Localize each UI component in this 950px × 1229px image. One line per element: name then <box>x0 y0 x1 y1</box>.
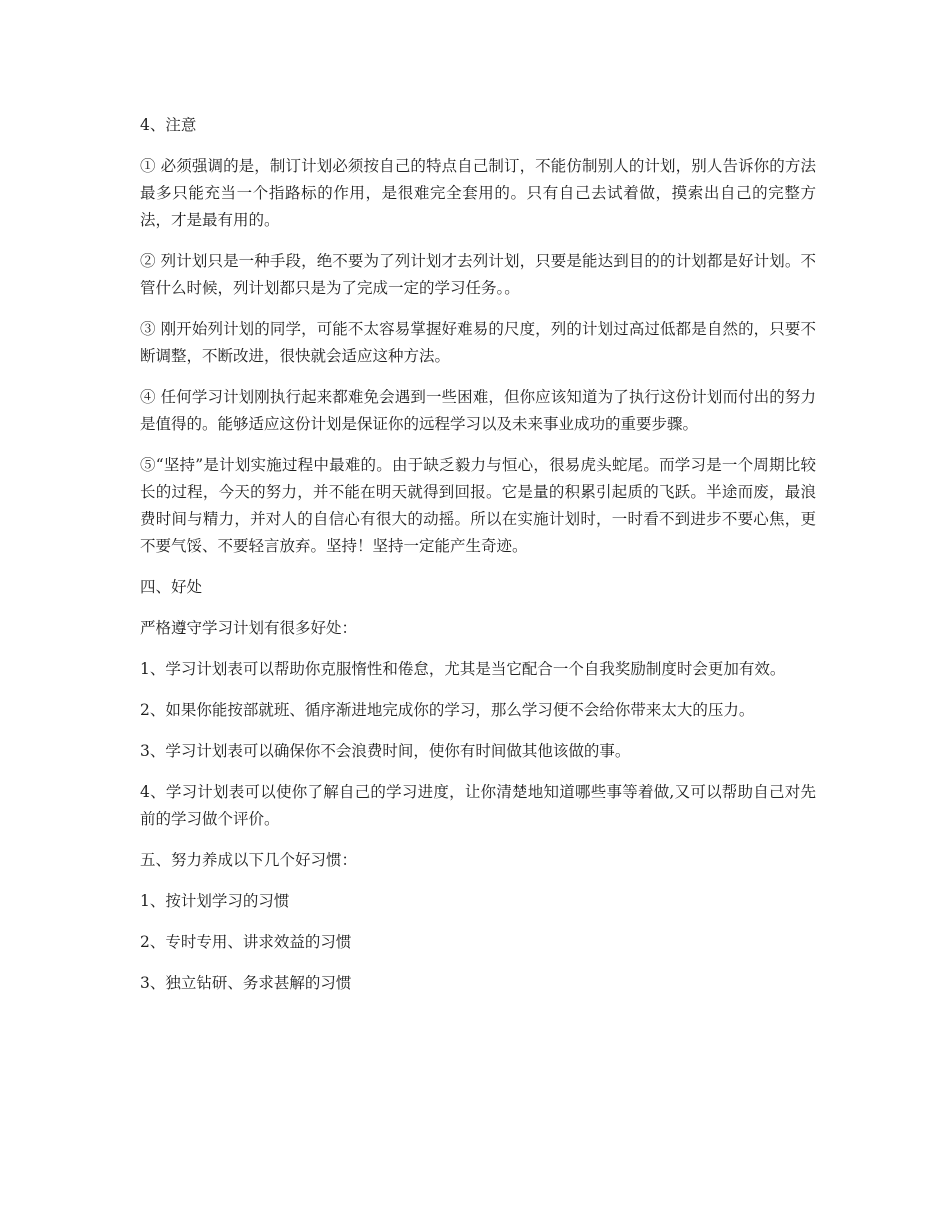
habit-item-2: 2、专时专用、讲求效益的习惯 <box>140 933 352 951</box>
note-paragraph-4: ④ 任何学习计划刚执行起来都难免会遇到一些困难，但你应该知道为了执行这份计划而付出的努力是值得的。能够适应这份计划是保证你的远程学习以及未来事业成功的重要步骤。 <box>140 388 816 433</box>
habit-item-1: 1、按计划学习的习惯 <box>140 892 290 910</box>
note-paragraph-2: ② 列计划只是一种手段，绝不要为了列计划才去列计划，只要是能达到目的的计划都是好计划。不管什么时候，列计划都只是为了完成一定的学习任务。。 <box>140 252 816 297</box>
section-heading-notes: 4、注意 <box>140 116 197 134</box>
benefit-item-2: 2、如果你能按部就班、循序渐进地完成你的学习，那么学习便不会给你带来太大的压力。 <box>140 701 755 719</box>
document-page <box>140 112 816 1011</box>
section-heading-benefits: 四、好处 <box>140 578 203 596</box>
note-paragraph-5: ⑤“坚持”是计划实施过程中最难的。由于缺乏毅力与恒心，很易虎头蛇尾。而学习是一个周期比较长的过程，今天的努力，并不能在明天就得到回报。它是量的积累引起质的飞跃。半途而废，最浪费时间与精力，并对人的自信心有很大的动摇。所以在实施计划时，一时看不到进步不要心焦，更不要气馁、不要轻言放弃。坚持！坚持一定能产生奇迹。 <box>140 456 816 555</box>
benefit-item-3: 3、学习计划表可以确保你不会浪费时间，使你有时间做其他该做的事。 <box>140 742 631 760</box>
note-paragraph-3: ③ 刚开始列计划的同学，可能不太容易掌握好难易的尺度，列的计划过高过低都是自然的，只要不断调整，不断改进，很快就会适应这种方法。 <box>140 320 816 365</box>
note-paragraph-1: ① 必须强调的是，制订计划必须按自己的特点自己制订，不能仿制别人的计划，别人告诉你的方法最多只能充当一个指路标的作用，是很难完全套用的。只有自己去试着做，摸索出自己的完整方法，才是最有用的。 <box>140 157 816 229</box>
section-heading-habits: 五、努力养成以下几个好习惯： <box>140 851 358 869</box>
benefit-item-4: 4、学习计划表可以使你了解自己的学习进度，让你清楚地知道哪些事等着做,又可以帮助自己对先前的学习做个评价。 <box>140 783 816 828</box>
benefits-intro: 严格遵守学习计划有很多好处： <box>140 619 358 637</box>
benefit-item-1: 1、学习计划表可以帮助你克服惰性和倦怠，尤其是当它配合一个自我奖励制度时会更加有效。 <box>140 660 786 678</box>
habit-item-3: 3、独立钻研、务求甚解的习惯 <box>140 974 352 992</box>
